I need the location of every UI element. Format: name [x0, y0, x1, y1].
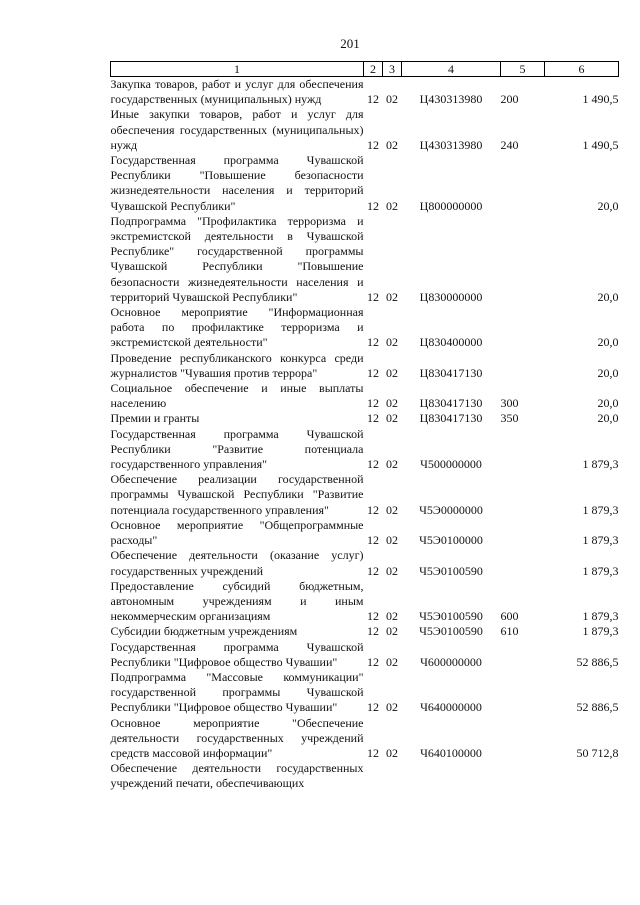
row-expense-type	[501, 518, 545, 548]
row-subsection: 02	[386, 137, 398, 152]
row-target-code: Ч640100000	[420, 745, 482, 760]
table-row	[111, 548, 619, 578]
row-expense-type: 240	[500, 137, 519, 152]
table-body	[111, 77, 619, 792]
row-subsection: 02	[386, 335, 398, 350]
row-name: Закупка товаров, работ и услуг для обеспечения государственных (муниципальных) нужд	[110, 77, 364, 107]
row-target-code: Ч600000000	[420, 654, 482, 669]
row-subsection: 02	[386, 654, 398, 669]
row-subsection: 02	[386, 700, 398, 715]
row-expense-type: 200	[500, 92, 519, 107]
row-name: Субсидии бюджетным учреждениям	[110, 624, 298, 639]
row-name: Государственная программа Чувашской Республики "Повышение безопасности жизнедеятельности населения и территорий Чувашской Республики"	[110, 153, 364, 213]
row-expense-type	[501, 351, 545, 381]
table-row	[111, 472, 619, 518]
page-number: 201	[340, 36, 360, 51]
row-subsection: 02	[386, 396, 398, 411]
row-amount: 20,0	[597, 289, 619, 304]
row-expense-type: 300	[500, 396, 519, 411]
row-section: 12	[367, 365, 379, 380]
row-section: 12	[367, 563, 379, 578]
row-expense-type	[501, 716, 545, 762]
row-name: Основное мероприятие "Информационная работа по профилактике терроризма и экстремистской деятельности"	[110, 305, 364, 350]
row-target-code: Ч640000000	[420, 700, 482, 715]
row-amount: 1 879,3	[582, 563, 619, 578]
row-subsection: 02	[386, 289, 398, 304]
row-amount: 20,0	[597, 411, 619, 426]
table-row	[111, 305, 619, 351]
row-name: Государственная программа Чувашской Республики "Развитие потенциала государственного управления"	[110, 426, 364, 472]
row-name: Обеспечение реализации государственной программы Чувашской Республики "Развитие потенциала государственного управления"	[110, 472, 364, 517]
row-name: Обеспечение деятельности государственных учреждений печати, обеспечивающих	[110, 761, 364, 791]
row-subsection: 02	[386, 411, 398, 426]
row-name: Социальное обеспечение и иные выплаты населению	[110, 381, 364, 411]
row-section: 12	[367, 624, 379, 639]
row-target-code: Ч500000000	[420, 457, 482, 472]
row-section: 12	[367, 198, 379, 213]
row-expense-type	[501, 761, 545, 791]
table-row	[111, 624, 619, 639]
table-row	[111, 153, 619, 214]
row-target-code: Ч5Э0100590	[419, 563, 483, 578]
column-header-3: 3	[383, 62, 402, 77]
row-target-code: Ц830000000	[419, 289, 483, 304]
row-name: Основное мероприятие "Общепрограммные расходы"	[110, 517, 364, 548]
row-expense-type	[501, 670, 545, 716]
row-target-code: Ц830417130	[419, 365, 483, 380]
row-section: 12	[367, 92, 379, 107]
table-row	[111, 107, 619, 153]
row-name: Иные закупки товаров, работ и услуг для обеспечения государственных (муниципальных) нужд	[110, 107, 364, 152]
row-target-code: Ц830400000	[419, 335, 483, 350]
row-amount: 1 879,3	[582, 457, 619, 472]
row-amount: 20,0	[597, 396, 619, 411]
row-section: 12	[367, 533, 379, 548]
row-expense-type	[501, 427, 545, 473]
row-section: 12	[367, 335, 379, 350]
row-name: Предоставление субсидий бюджетным, автономным учреждениям и иным некоммерческим организациям	[110, 578, 364, 624]
row-amount: 52 886,5	[576, 654, 619, 669]
row-amount: 20,0	[597, 198, 619, 213]
row-amount	[545, 761, 619, 791]
row-expense-type: 350	[500, 411, 519, 426]
row-target-code	[402, 761, 501, 791]
row-amount: 1 879,3	[582, 533, 619, 548]
row-subsection: 02	[386, 745, 398, 760]
row-name: Проведение республиканского конкурса среди журналистов "Чувашия против террора"	[110, 350, 364, 380]
budget-table	[110, 61, 619, 792]
row-expense-type	[501, 548, 545, 578]
column-header-1: 1	[111, 62, 364, 77]
row-target-code: Ч5Э0100590	[419, 609, 483, 624]
row-amount: 1 879,3	[582, 502, 619, 517]
row-section: 12	[367, 654, 379, 669]
row-section: 12	[367, 609, 379, 624]
row-section: 12	[367, 502, 379, 517]
table-row	[111, 670, 619, 716]
row-target-code: Ц430313980	[419, 92, 483, 107]
row-target-code: Ч5Э0100590	[419, 624, 483, 639]
table-row	[111, 351, 619, 381]
row-expense-type	[501, 472, 545, 518]
row-subsection: 02	[386, 92, 398, 107]
row-subsection: 02	[386, 624, 398, 639]
row-target-code: Ч5Э0100000	[419, 533, 483, 548]
row-amount: 50 712,8	[576, 745, 619, 760]
row-subsection: 02	[386, 457, 398, 472]
row-amount: 1 879,3	[582, 609, 619, 624]
table-row	[111, 381, 619, 411]
row-name: Премии и гранты	[110, 411, 200, 426]
column-header-5: 5	[501, 62, 545, 77]
row-target-code: Ц430313980	[419, 137, 483, 152]
row-subsection: 02	[386, 609, 398, 624]
row-subsection: 02	[386, 365, 398, 380]
table-row	[111, 640, 619, 670]
row-expense-type	[501, 214, 545, 305]
row-name: Подпрограмма "Профилактика терроризма и экстремистской деятельности в Чувашской Республике" государственной программы Чувашской Республики "Повышение безопасности жизнедеятельности населения и территорий Чувашской Республики"	[110, 213, 364, 304]
row-name: Государственная программа Чувашской Республики "Цифровое общество Чувашии"	[110, 639, 364, 669]
row-target-code: Ц830417130	[419, 411, 483, 426]
table-row	[111, 761, 619, 791]
row-amount: 1 879,3	[582, 624, 619, 639]
row-expense-type	[501, 640, 545, 670]
row-section: 12	[367, 289, 379, 304]
row-subsection: 02	[386, 198, 398, 213]
row-expense-type	[501, 153, 545, 214]
header-row	[111, 62, 619, 77]
row-section	[364, 761, 383, 791]
table-row	[111, 411, 619, 426]
row-expense-type: 600	[500, 609, 519, 624]
row-amount: 20,0	[597, 335, 619, 350]
row-expense-type: 610	[500, 624, 519, 639]
row-name: Обеспечение деятельности (оказание услуг) государственных учреждений	[110, 548, 364, 578]
row-section: 12	[367, 411, 379, 426]
table-row	[111, 518, 619, 548]
row-amount: 1 490,5	[582, 92, 619, 107]
row-expense-type	[501, 305, 545, 351]
row-amount: 20,0	[597, 365, 619, 380]
table-row	[111, 214, 619, 305]
table-row	[111, 579, 619, 625]
row-section: 12	[367, 457, 379, 472]
column-header-2: 2	[364, 62, 383, 77]
row-section: 12	[367, 745, 379, 760]
row-name: Основное мероприятие "Обеспечение деятельности государственных учреждений средств массовой информации"	[110, 715, 364, 760]
column-header-4: 4	[402, 62, 501, 77]
row-name: Подпрограмма "Массовые коммуникации" государственной программы Чувашской Республики "Цифровое общество Чувашии"	[110, 669, 364, 715]
table-row	[111, 716, 619, 762]
table-row	[111, 77, 619, 108]
row-subsection: 02	[386, 563, 398, 578]
row-section: 12	[367, 137, 379, 152]
column-header-6: 6	[545, 62, 619, 77]
row-subsection	[383, 761, 402, 791]
row-section: 12	[367, 700, 379, 715]
table-row	[111, 427, 619, 473]
row-amount: 1 490,5	[582, 137, 619, 152]
row-subsection: 02	[386, 533, 398, 548]
row-section: 12	[367, 396, 379, 411]
row-target-code: Ц800000000	[419, 198, 483, 213]
row-amount: 52 886,5	[576, 700, 619, 715]
row-target-code: Ц830417130	[419, 396, 483, 411]
row-target-code: Ч5Э0000000	[419, 502, 483, 517]
row-subsection: 02	[386, 502, 398, 517]
